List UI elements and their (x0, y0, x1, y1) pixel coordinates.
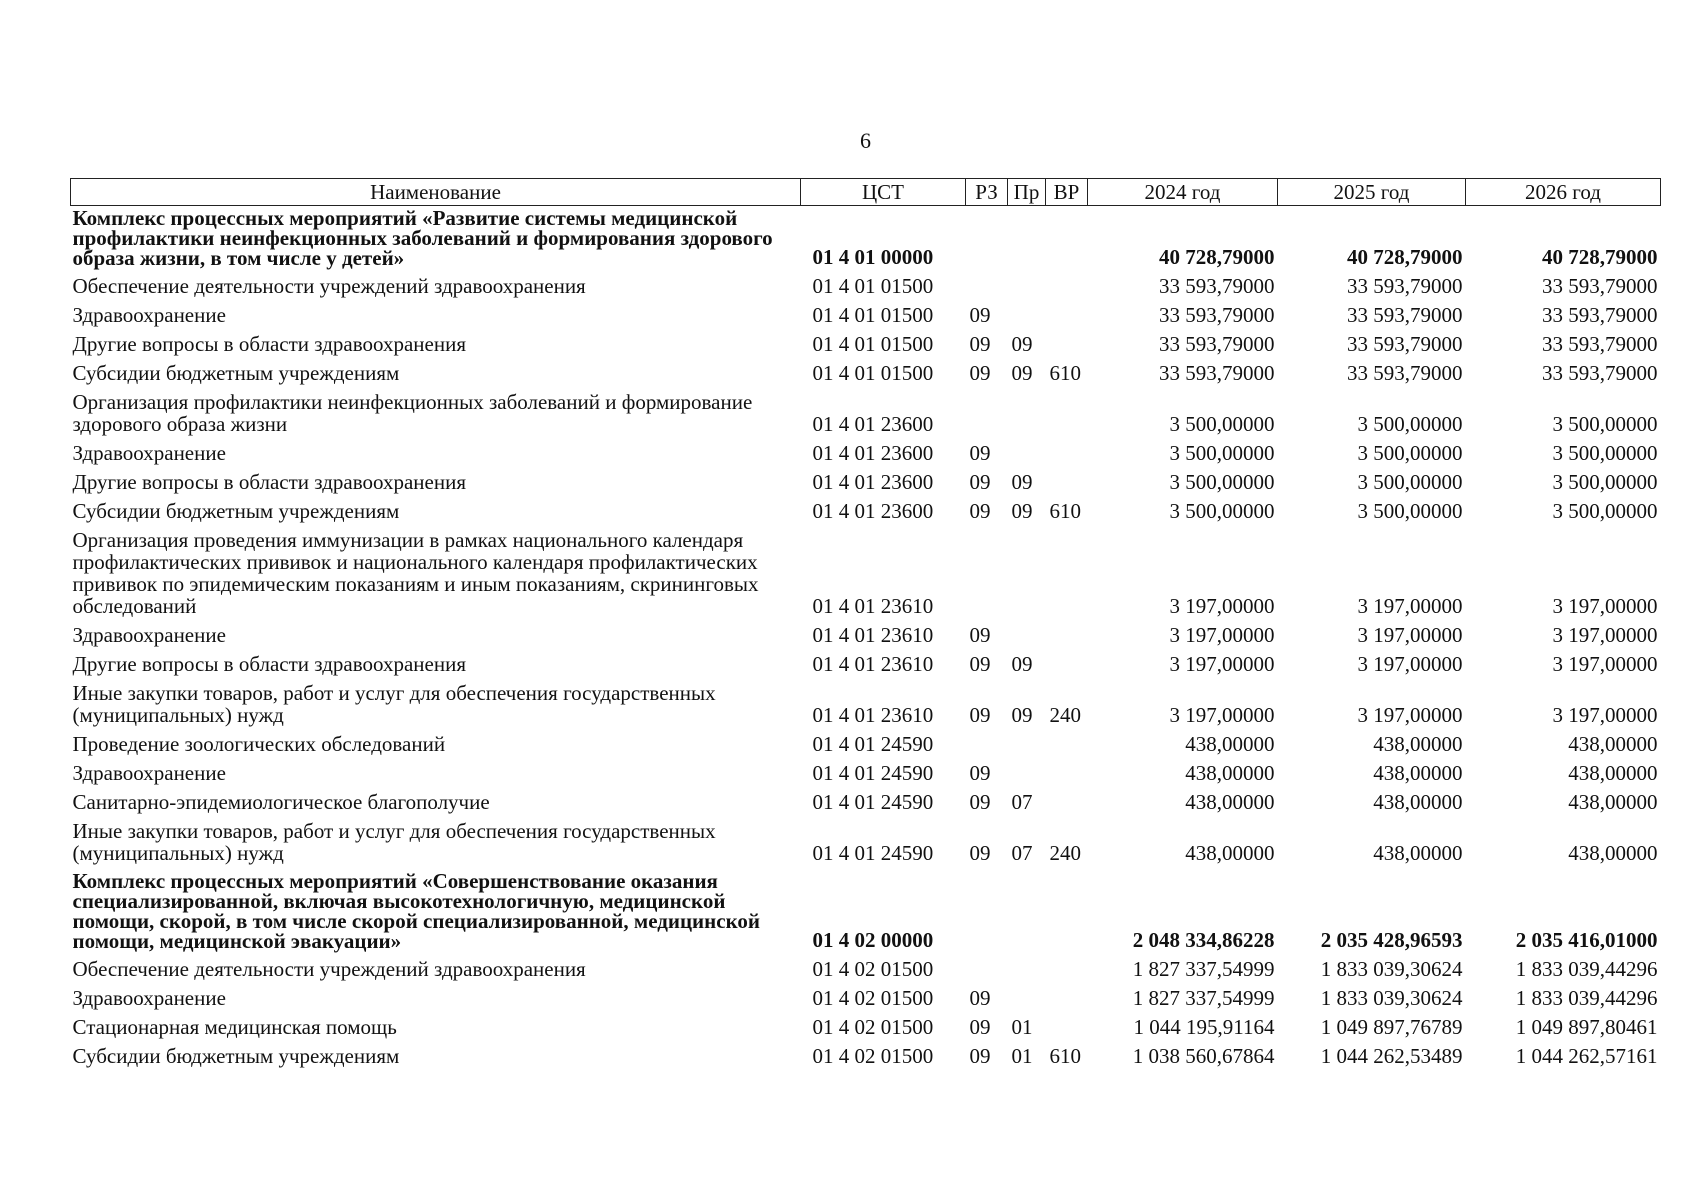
cell-name: Проведение зоологических обследований (72, 732, 446, 756)
cell-vr (1046, 302, 1088, 331)
cell-rz (966, 956, 1008, 985)
cell-y2026: 438,00000 (1568, 761, 1658, 785)
cell-y2024: 1 827 337,54999 (1132, 957, 1275, 981)
cell-y2024: 33 593,79000 (1159, 274, 1275, 298)
cell-pr: 09 (1011, 332, 1033, 356)
cell-name: Другие вопросы в области здравоохранения (72, 470, 466, 494)
cell-pr: 09 (1011, 499, 1033, 523)
cell-name: Здравоохранение (72, 761, 226, 785)
cell-rz: 09 (969, 623, 991, 647)
cell-name: Санитарно-эпидемиологическое благополучие (72, 790, 490, 814)
cell-y2026: 1 049 897,80461 (1515, 1015, 1658, 1039)
cell-cst: 01 4 01 23610 (812, 703, 934, 727)
cell-cst: 01 4 01 01500 (812, 361, 934, 385)
cell-y2025: 1 049 897,76789 (1320, 1015, 1463, 1039)
cell-y2025: 33 593,79000 (1347, 332, 1463, 356)
cell-rz: 09 (969, 361, 991, 385)
cell-pr (1008, 273, 1046, 302)
cell-name: Субсидии бюджетным учреждениям (72, 1044, 400, 1068)
cell-y2025: 40 728,79000 (1347, 245, 1463, 269)
cell-pr: 09 (1011, 470, 1033, 494)
cell-rz (966, 527, 1008, 622)
cell-cst: 01 4 01 23600 (812, 412, 934, 436)
cell-vr (1046, 331, 1088, 360)
table-row (71, 389, 1661, 440)
cell-rz: 09 (969, 499, 991, 523)
cell-y2025: 3 500,00000 (1357, 499, 1463, 523)
table-row (71, 440, 1661, 469)
cell-vr (1046, 389, 1088, 440)
cell-pr (1008, 302, 1046, 331)
cell-rz (966, 869, 1008, 956)
cell-pr (1008, 731, 1046, 760)
cell-cst: 01 4 01 24590 (812, 841, 934, 865)
table-row (71, 760, 1661, 789)
cell-y2025: 438,00000 (1373, 790, 1463, 814)
header-rz: РЗ (966, 179, 1008, 206)
cell-vr: 610 (1049, 499, 1081, 523)
cell-rz: 09 (969, 652, 991, 676)
table-header-row (71, 179, 1661, 206)
cell-pr (1008, 440, 1046, 469)
header-pr: Пр (1008, 179, 1046, 206)
cell-vr (1046, 869, 1088, 956)
header-2026: 2026 год (1466, 179, 1661, 206)
table-row (71, 818, 1661, 869)
cell-name: Организация профилактики неинфекционных заболеваний и формирование здорового образа жизни (72, 390, 753, 436)
cell-rz (966, 389, 1008, 440)
cell-pr (1008, 389, 1046, 440)
cell-rz: 09 (969, 703, 991, 727)
cell-y2024: 40 728,79000 (1159, 245, 1275, 269)
cell-name: Здравоохранение (72, 441, 226, 465)
table-row (71, 302, 1661, 331)
cell-name: Комплекс процессных мероприятий «Совершенствование оказания специализированной, включая высокотехнологичную, медицинской помощи, скорой, в том числе скорой специализированной, медицинской помощи, медицинской эвакуации» (72, 869, 761, 953)
cell-y2026: 3 197,00000 (1552, 594, 1658, 618)
cell-y2024: 1 044 195,91164 (1133, 1015, 1275, 1039)
cell-vr (1046, 206, 1088, 274)
cell-y2026: 33 593,79000 (1542, 303, 1658, 327)
table-row (71, 622, 1661, 651)
cell-rz: 09 (969, 303, 991, 327)
cell-y2025: 33 593,79000 (1347, 361, 1463, 385)
cell-y2025: 33 593,79000 (1347, 303, 1463, 327)
cell-rz: 09 (969, 441, 991, 465)
cell-vr (1046, 956, 1088, 985)
cell-rz: 09 (969, 841, 991, 865)
cell-y2025: 1 833 039,30624 (1320, 986, 1463, 1010)
cell-cst: 01 4 01 23610 (812, 623, 934, 647)
cell-y2026: 3 500,00000 (1552, 470, 1658, 494)
cell-y2024: 3 500,00000 (1169, 470, 1275, 494)
cell-y2024: 438,00000 (1185, 841, 1275, 865)
cell-rz: 09 (969, 761, 991, 785)
cell-cst: 01 4 02 01500 (812, 957, 934, 981)
table-row (71, 360, 1661, 389)
cell-y2025: 3 197,00000 (1357, 652, 1463, 676)
cell-y2024: 3 197,00000 (1169, 594, 1275, 618)
cell-y2025: 438,00000 (1373, 761, 1463, 785)
cell-rz (966, 206, 1008, 274)
cell-y2024: 3 500,00000 (1169, 499, 1275, 523)
cell-cst: 01 4 01 00000 (812, 245, 934, 269)
cell-pr (1008, 869, 1046, 956)
table-row (71, 680, 1661, 731)
cell-y2026: 3 500,00000 (1552, 412, 1658, 436)
cell-cst: 01 4 02 01500 (812, 986, 934, 1010)
cell-y2026: 33 593,79000 (1542, 361, 1658, 385)
table-row (71, 469, 1661, 498)
cell-y2026: 2 035 416,01000 (1515, 928, 1658, 952)
cell-y2024: 3 197,00000 (1169, 703, 1275, 727)
cell-y2025: 3 197,00000 (1357, 594, 1463, 618)
cell-y2026: 3 500,00000 (1552, 499, 1658, 523)
cell-cst: 01 4 01 24590 (812, 790, 934, 814)
cell-vr: 240 (1049, 703, 1081, 727)
cell-pr (1008, 985, 1046, 1014)
cell-name: Обеспечение деятельности учреждений здравоохранения (72, 957, 586, 981)
cell-y2025: 1 044 262,53489 (1320, 1044, 1463, 1068)
cell-y2024: 3 500,00000 (1169, 412, 1275, 436)
cell-pr: 09 (1011, 652, 1033, 676)
table-body (71, 206, 1661, 1073)
table-row (71, 498, 1661, 527)
cell-rz: 09 (969, 986, 991, 1010)
cell-y2025: 3 197,00000 (1357, 703, 1463, 727)
cell-y2026: 1 044 262,57161 (1515, 1044, 1658, 1068)
cell-y2024: 438,00000 (1185, 790, 1275, 814)
cell-y2026: 1 833 039,44296 (1515, 986, 1658, 1010)
cell-y2024: 438,00000 (1185, 732, 1275, 756)
cell-vr (1046, 1014, 1088, 1043)
table-row (71, 206, 1661, 274)
cell-y2024: 3 500,00000 (1169, 441, 1275, 465)
cell-y2025: 3 500,00000 (1357, 412, 1463, 436)
cell-y2026: 1 833 039,44296 (1515, 957, 1658, 981)
cell-y2024: 1 038 560,67864 (1132, 1044, 1275, 1068)
cell-cst: 01 4 01 23610 (812, 594, 934, 618)
cell-y2026: 438,00000 (1568, 732, 1658, 756)
cell-name: Комплекс процессных мероприятий «Развитие системы медицинской профилактики неинфекционных заболеваний и формирования здорового образа жизни, в том числе у детей» (72, 206, 773, 270)
header-cst: ЦСТ (801, 179, 966, 206)
cell-cst: 01 4 01 01500 (812, 274, 934, 298)
cell-rz: 09 (969, 1044, 991, 1068)
cell-name: Здравоохранение (72, 623, 226, 647)
cell-rz: 09 (969, 1015, 991, 1039)
cell-y2026: 33 593,79000 (1542, 332, 1658, 356)
cell-vr (1046, 789, 1088, 818)
cell-rz (966, 273, 1008, 302)
cell-rz: 09 (969, 790, 991, 814)
cell-y2024: 438,00000 (1185, 761, 1275, 785)
cell-pr (1008, 527, 1046, 622)
cell-vr (1046, 469, 1088, 498)
cell-pr: 07 (1011, 841, 1033, 865)
cell-name: Организация проведения иммунизации в рамках национального календаря профилактических прививок и национального календаря профилактических прививок по эпидемическим показаниям и иным показаниям, скрининговых обследований (72, 528, 759, 618)
cell-pr (1008, 956, 1046, 985)
budget-table (70, 178, 1661, 1072)
cell-name: Субсидии бюджетным учреждениям (72, 361, 400, 385)
page-number: 6 (860, 128, 871, 153)
cell-vr: 610 (1049, 361, 1081, 385)
cell-y2025: 3 197,00000 (1357, 623, 1463, 647)
cell-y2025: 3 500,00000 (1357, 441, 1463, 465)
table-row (71, 985, 1661, 1014)
cell-pr: 01 (1011, 1015, 1033, 1039)
cell-y2026: 3 197,00000 (1552, 652, 1658, 676)
cell-y2024: 33 593,79000 (1159, 303, 1275, 327)
cell-rz (966, 731, 1008, 760)
cell-cst: 01 4 02 00000 (812, 928, 934, 952)
cell-vr: 610 (1049, 1044, 1081, 1068)
cell-y2025: 2 035 428,96593 (1320, 928, 1463, 952)
cell-name: Субсидии бюджетным учреждениям (72, 499, 400, 523)
cell-cst: 01 4 02 01500 (812, 1015, 934, 1039)
cell-vr (1046, 622, 1088, 651)
cell-cst: 01 4 01 23600 (812, 499, 934, 523)
cell-pr: 07 (1011, 790, 1033, 814)
cell-name: Обеспечение деятельности учреждений здравоохранения (72, 274, 586, 298)
table-row (71, 1043, 1661, 1072)
cell-y2025: 1 833 039,30624 (1320, 957, 1463, 981)
table-row (71, 331, 1661, 360)
cell-cst: 01 4 01 24590 (812, 732, 934, 756)
cell-name: Иные закупки товаров, работ и услуг для обеспечения государственных (муниципальных) нужд (72, 681, 716, 727)
cell-cst: 01 4 01 24590 (812, 761, 934, 785)
cell-vr (1046, 985, 1088, 1014)
cell-pr (1008, 622, 1046, 651)
header-name: Наименование (71, 179, 801, 206)
cell-cst: 01 4 01 23600 (812, 441, 934, 465)
cell-name: Другие вопросы в области здравоохранения (72, 652, 466, 676)
cell-pr (1008, 206, 1046, 274)
cell-y2024: 2 048 334,86228 (1132, 928, 1275, 952)
cell-y2024: 1 827 337,54999 (1132, 986, 1275, 1010)
cell-y2026: 438,00000 (1568, 841, 1658, 865)
cell-cst: 01 4 01 01500 (812, 303, 934, 327)
cell-y2024: 33 593,79000 (1159, 332, 1275, 356)
table-row (71, 1014, 1661, 1043)
cell-cst: 01 4 01 23610 (812, 652, 934, 676)
cell-vr (1046, 760, 1088, 789)
cell-name: Здравоохранение (72, 303, 226, 327)
cell-y2024: 3 197,00000 (1169, 623, 1275, 647)
cell-name: Здравоохранение (72, 986, 226, 1010)
cell-y2026: 3 197,00000 (1552, 623, 1658, 647)
table-row (71, 527, 1661, 622)
header-2024: 2024 год (1088, 179, 1278, 206)
cell-vr (1046, 651, 1088, 680)
table-row (71, 273, 1661, 302)
cell-rz: 09 (969, 470, 991, 494)
cell-vr (1046, 273, 1088, 302)
cell-y2026: 3 500,00000 (1552, 441, 1658, 465)
header-2025: 2025 год (1278, 179, 1466, 206)
cell-y2024: 33 593,79000 (1159, 361, 1275, 385)
cell-pr (1008, 760, 1046, 789)
cell-y2026: 40 728,79000 (1542, 245, 1658, 269)
table-row (71, 651, 1661, 680)
cell-name: Стационарная медицинская помощь (72, 1015, 397, 1039)
cell-name: Иные закупки товаров, работ и услуг для обеспечения государственных (муниципальных) нужд (72, 819, 716, 865)
cell-cst: 01 4 02 01500 (812, 1044, 934, 1068)
cell-y2025: 3 500,00000 (1357, 470, 1463, 494)
cell-cst: 01 4 01 01500 (812, 332, 934, 356)
cell-cst: 01 4 01 23600 (812, 470, 934, 494)
table-row (71, 956, 1661, 985)
cell-y2026: 33 593,79000 (1542, 274, 1658, 298)
cell-pr: 09 (1011, 703, 1033, 727)
cell-pr: 09 (1011, 361, 1033, 385)
cell-vr (1046, 731, 1088, 760)
table-row (71, 789, 1661, 818)
cell-pr: 01 (1011, 1044, 1033, 1068)
cell-vr: 240 (1049, 841, 1081, 865)
table-row (71, 731, 1661, 760)
cell-y2025: 438,00000 (1373, 841, 1463, 865)
cell-vr (1046, 527, 1088, 622)
header-vr: ВР (1046, 179, 1088, 206)
cell-y2026: 438,00000 (1568, 790, 1658, 814)
table-row (71, 869, 1661, 956)
cell-y2026: 3 197,00000 (1552, 703, 1658, 727)
cell-y2025: 33 593,79000 (1347, 274, 1463, 298)
cell-name: Другие вопросы в области здравоохранения (72, 332, 466, 356)
cell-y2025: 438,00000 (1373, 732, 1463, 756)
cell-rz: 09 (969, 332, 991, 356)
cell-vr (1046, 440, 1088, 469)
cell-y2024: 3 197,00000 (1169, 652, 1275, 676)
